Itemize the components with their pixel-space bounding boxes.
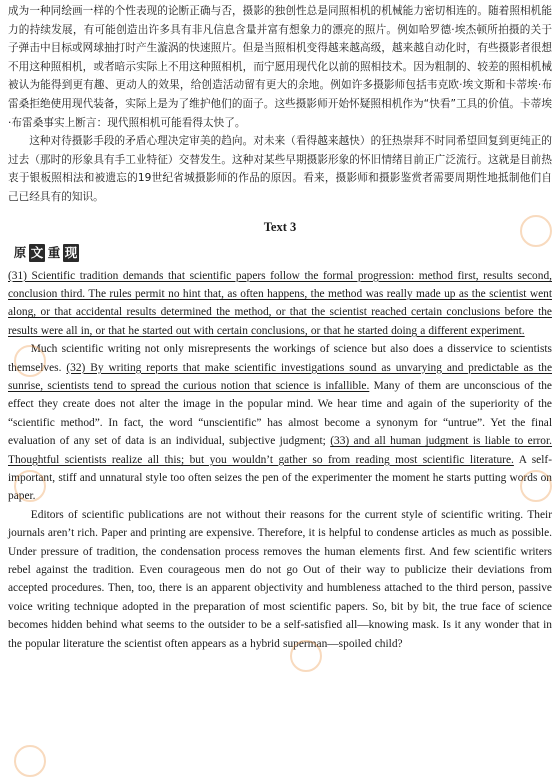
english-paragraph-3: [8, 506, 552, 653]
section-badge: [12, 242, 552, 264]
underlined-sentence-33: (33) and all human judgment is liable to error. Thoughtful scientists realize all this; but you wouldn’t gather so from reading most scientific literature.: [8, 435, 553, 466]
plain-text: A self-important, stiff and unnatural style too often seizes the pen of the experimenter the moment he starts putting words on paper.: [8, 453, 552, 503]
badge-char: 重: [47, 244, 61, 260]
underlined-sentence-31: (31) Scientific tradition demands that scientific papers follow the formal progression: method first, results second, conclusion third. The rules permit no hint that, as often happens, the method was really made up as the scientist went along, or that accidental results determined the method, or that the scientist reached certain conclusions before the results were all in, or that he started out with certain conclusions, or that he started doing a different experiment.: [8, 269, 552, 337]
chinese-paragraph-1: 成为一种同绘画一样的个性表现的论断正确与否，摄影的独创性总是同照相机的机械能力密切相连的。随着照相机能力的持续发展，有可能创造出许多具有非凡信息含量并富有想象力的漂亮的照片。例如哈罗德·埃杰顿所拍摄的关于子弹击中目标或网球抽打时产生漩涡的快速照片。但是当照相机变得越来越高级，越来越自动化时，有些摄影者很想不用这种照相机，或者暗示实际上不用这种照相机，而宁愿用现代化以前的照相技术。因为粗制的、较差的照相机械被认为能得到更有趣、更动人的效果，给创造活动留有更大的余地。例如许多摄影师包括韦克欧·埃文斯和卡蒂埃·布雷桑拒绝使用现代装备，实际上是为了维护他们的面子。这些摄影师开始怀疑照相机作为“快看”工具的价值。卡蒂埃·布雷桑事实上断言：现代照相机可能看得太快了。: [8, 5, 552, 129]
english-paragraph-1: [8, 267, 552, 341]
section-heading: Text 3: [263, 219, 297, 234]
plain-text: Editors of scientific publications are not without their reasons for the current style of scientific writing. Their journals aren’t rich. Paper and printing are expensive. Therefore, it is helpful to condense articles as much as possible. Under pressure of tradition, the condensation process removes the human elements first. And few scientific writers rebel against the tradition. Even courageous men do not go Out of their way to publicize their deviations from accepted procedures. Then, too, there is an apparent objectivity and humbleness attached to the third person, passive voice writing technique adopted in the preparation of most scientific papers. So, bit by bit, the true face of science becomes hidden behind what seems to the outsider to be a self-satisfied all—knowing mask. Is it any wonder that in the popular literature the scientist often appears as a hybrid superman—spoiled child?: [8, 508, 552, 650]
chinese-paragraph-2: 这种对待摄影手段的矛盾心理决定审美的趋向。对未来（看得越来越快）的狂热崇拜不时同希望回复到更纯正的过去（那时的形象具有手工业特征）交替发生。这种对某些早期摄影形象的怀旧情绪目前正广泛流行。这就是目前热衷于银板照相法和被遗忘的19世纪省城摄影师的作品的原因。看来，摄影师和摄影鉴赏者需要周期性地抵制他们自己已经具有的知识。: [8, 135, 552, 203]
english-paragraph-2: [8, 340, 552, 506]
underlined-sentence-32: (32) By writing reports that make scientific investigations sound as unvarying and predictable as the sunrise, scientists tend to spread the curious notion that science is infallible.: [8, 361, 552, 392]
badge-char: 原: [13, 244, 27, 260]
badge-char: 文: [30, 244, 44, 260]
plain-text: Much scientific writing not only misrepresents the workings of science but also does a disservice to scientists themselves.: [8, 343, 552, 374]
badge-char: 现: [64, 244, 78, 260]
plain-text: Many of them are unconscious of the effect they create does not alter the image in the popular mind. We hear time and again of the superiority of the “scientific method”. In fact, the word “unscientific” has almost become a synonym for “untrue”. Yet the final evaluation of any set of data is an individual, subjective judgment;: [8, 379, 552, 448]
